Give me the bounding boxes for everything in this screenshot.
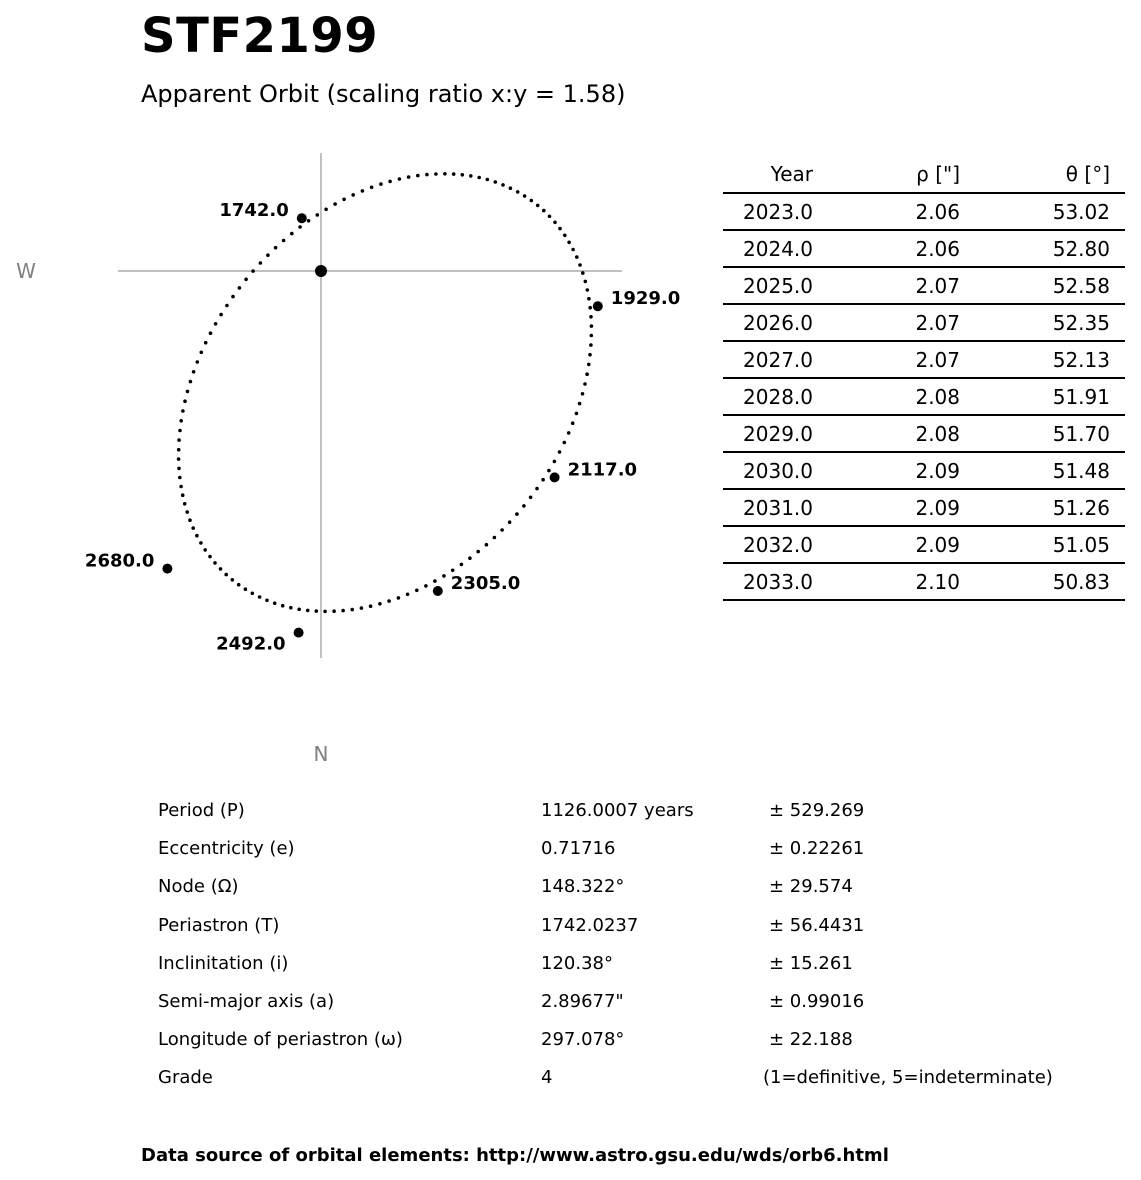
orbit-dot — [369, 604, 373, 608]
orbit-dot — [224, 573, 228, 577]
list-item — [158, 832, 1118, 870]
orbit-dot — [177, 467, 181, 471]
element-value: 2.89677" — [541, 990, 624, 1012]
element-value: 4 — [541, 1067, 553, 1089]
orbit-dot — [204, 341, 208, 345]
list-item — [158, 909, 1118, 947]
orbit-dot — [266, 253, 270, 257]
orbit-dot — [468, 556, 472, 560]
rho-cell: 2.06 — [813, 193, 960, 230]
orbit-dot — [509, 186, 513, 190]
list-item — [158, 794, 1118, 832]
orbit-dot — [415, 589, 419, 593]
element-value: 148.322° — [541, 876, 625, 898]
orbit-dot — [200, 351, 204, 355]
orbit-dot — [587, 297, 591, 301]
element-name: Node (Ω) — [158, 876, 239, 898]
list-item — [158, 870, 1118, 908]
table-row — [723, 267, 1125, 304]
year-cell: 2031.0 — [723, 489, 813, 526]
orbit-dot — [179, 419, 183, 423]
ephemeris-header-row — [723, 155, 1125, 193]
primary-star-marker — [315, 265, 327, 277]
element-value: 1126.0007 years — [541, 800, 694, 821]
element-name: Longitude of periastron (ω) — [158, 1029, 403, 1051]
orbit-dot — [315, 609, 319, 613]
orbit-dot — [273, 601, 277, 605]
orbit-dot — [209, 331, 213, 335]
orbit-dot — [553, 221, 557, 225]
table-row — [723, 193, 1125, 230]
orbit-dot — [584, 280, 588, 284]
list-item — [158, 1061, 1118, 1099]
orbital-elements-list — [158, 794, 1118, 1100]
element-name: Eccentricity (e) — [158, 838, 295, 860]
orbit-dot — [203, 548, 207, 552]
orbit-dot — [351, 193, 355, 197]
orbit-dot — [333, 202, 337, 206]
orbit-dot — [177, 438, 181, 442]
orbit-dot — [486, 178, 490, 182]
page-title: STF2199 — [141, 8, 379, 64]
orbit-dot — [297, 608, 301, 612]
list-item — [158, 985, 1118, 1023]
element-error: ± 56.4431 — [769, 914, 865, 936]
orbit-chart — [0, 140, 700, 780]
orbit-dot — [493, 536, 497, 540]
orbit-dot — [379, 182, 383, 186]
orbit-dot — [563, 234, 567, 238]
theta-cell: 51.48 — [960, 452, 1125, 489]
theta-cell: 51.05 — [960, 526, 1125, 563]
theta-cell: 51.26 — [960, 489, 1125, 526]
orbit-dot — [196, 360, 200, 364]
element-name: Periastron (T) — [158, 914, 280, 936]
orbit-dot — [575, 255, 579, 259]
orbit-dot — [189, 380, 193, 384]
orbit-dot — [177, 457, 181, 461]
orbit-dot — [258, 595, 262, 599]
orbit-dot — [341, 609, 345, 613]
orbit-dot — [558, 227, 562, 231]
theta-cell: 53.02 — [960, 193, 1125, 230]
data-source-note: Data source of orbital elements: http://www.astro.gsu.edu/wds/orb6.html — [141, 1145, 889, 1166]
orbit-dot — [581, 392, 585, 396]
table-row — [723, 415, 1125, 452]
orbit-dot — [589, 315, 593, 319]
orbit-dot — [192, 370, 196, 374]
orbit-dot — [425, 173, 429, 177]
table-row — [723, 378, 1125, 415]
orbit-dot — [563, 441, 567, 445]
rho-cell: 2.07 — [813, 267, 960, 304]
orbit-dot — [515, 512, 519, 516]
table-row — [723, 341, 1125, 378]
orbit-dot — [199, 541, 203, 545]
list-item — [158, 947, 1118, 985]
orbit-dot — [195, 534, 199, 538]
column-header-theta: θ [°] — [960, 155, 1125, 193]
orbit-dot — [324, 208, 328, 212]
orbit-dot — [259, 261, 263, 265]
orbit-dot — [461, 173, 465, 177]
orbit-dot — [191, 526, 195, 530]
table-row — [723, 304, 1125, 341]
element-value: 297.078° — [541, 1029, 625, 1051]
epoch-label: 1929.0 — [610, 288, 681, 310]
orbit-dot — [388, 180, 392, 184]
orbit-dot — [548, 215, 552, 219]
orbit-dot — [589, 343, 593, 347]
element-error: ± 0.99016 — [769, 990, 865, 1012]
orbit-dot — [214, 322, 218, 326]
orbit-dot — [219, 313, 223, 317]
orbit-dot — [183, 399, 187, 403]
orbit-dot — [586, 288, 590, 292]
orbit-dot — [178, 429, 182, 433]
orbit-dot — [213, 561, 217, 565]
epoch-label: 2492.0 — [216, 633, 286, 655]
rho-cell: 2.10 — [813, 563, 960, 600]
orbit-dot — [398, 177, 402, 181]
orbit-dot — [541, 478, 545, 482]
year-cell: 2030.0 — [723, 452, 813, 489]
orbit-dot — [361, 189, 365, 193]
element-value: 1742.0237 — [541, 914, 639, 936]
element-name: Grade — [158, 1067, 213, 1089]
year-cell: 2025.0 — [723, 267, 813, 304]
epoch-point — [297, 213, 307, 223]
orbit-dot — [501, 183, 505, 187]
epoch-label: 2680.0 — [84, 550, 155, 572]
orbit-dot — [583, 382, 587, 386]
element-error: ± 29.574 — [769, 876, 853, 898]
orbit-dot — [179, 485, 183, 489]
orbit-dot — [185, 510, 189, 514]
year-cell: 2033.0 — [723, 563, 813, 600]
orbit-dot — [281, 604, 285, 608]
orbit-dot — [590, 334, 594, 338]
orbit-dot — [508, 520, 512, 524]
orbit-dot — [530, 199, 534, 203]
orbit-dot — [535, 487, 539, 491]
epoch-point — [294, 628, 304, 638]
rho-cell: 2.09 — [813, 489, 960, 526]
orbit-dot — [494, 180, 498, 184]
orbit-dot — [282, 239, 286, 243]
orbit-dot — [588, 353, 592, 357]
column-header-year: Year — [723, 155, 813, 193]
orbit-dot — [306, 609, 310, 613]
orbit-dot — [186, 390, 190, 394]
epoch-label: 2305.0 — [450, 573, 521, 594]
orbit-dot — [485, 543, 489, 547]
orbit-dot — [244, 278, 248, 282]
orbit-dot — [323, 610, 327, 614]
orbit-dot — [578, 402, 582, 406]
orbit-dot — [567, 241, 571, 245]
orbit-dot — [588, 306, 592, 310]
orbit-dot — [571, 248, 575, 252]
year-cell: 2028.0 — [723, 378, 813, 415]
orbit-dot — [316, 213, 320, 217]
rho-cell: 2.09 — [813, 526, 960, 563]
orbit-dot — [244, 587, 248, 591]
orbit-dot — [332, 609, 336, 613]
orbit-dot — [542, 209, 546, 213]
year-cell: 2024.0 — [723, 230, 813, 267]
orbit-dot — [350, 608, 354, 612]
orbit-dot — [477, 176, 481, 180]
ephemeris-body — [723, 193, 1125, 600]
orbit-dot — [523, 194, 527, 198]
orbit-dot — [238, 286, 242, 290]
orbit-dot — [587, 363, 591, 367]
orbit-dot — [581, 271, 585, 275]
orbit-dot — [298, 225, 302, 229]
element-error: ± 22.188 — [769, 1029, 853, 1051]
column-header-rho: ρ ["] — [813, 155, 960, 193]
orbit-dot — [575, 412, 579, 416]
ephemeris-table — [723, 155, 1125, 601]
rho-cell: 2.07 — [813, 341, 960, 378]
orbit-dot — [567, 431, 571, 435]
orbit-dot — [571, 421, 575, 425]
rho-cell: 2.08 — [813, 415, 960, 452]
orbit-dot — [590, 324, 594, 328]
element-error: ± 15.261 — [769, 952, 853, 974]
orbit-dot — [231, 295, 235, 299]
rho-cell: 2.07 — [813, 304, 960, 341]
orbit-dot — [183, 502, 187, 506]
epoch-label: 1742.0 — [219, 200, 289, 222]
orbit-dot — [451, 569, 455, 573]
orbit-dot — [289, 606, 293, 610]
orbit-dot — [442, 574, 446, 578]
element-value: 120.38° — [541, 952, 613, 974]
orbit-dot — [237, 583, 241, 587]
orbit-dot — [378, 602, 382, 606]
orbit-dot — [460, 563, 464, 567]
orbit-dot — [219, 567, 223, 571]
theta-cell: 52.80 — [960, 230, 1125, 267]
theta-cell: 52.58 — [960, 267, 1125, 304]
orbit-dot — [251, 592, 255, 596]
rho-cell: 2.08 — [813, 378, 960, 415]
orbit-dot — [434, 172, 438, 176]
element-error: ± 0.22261 — [769, 838, 865, 860]
rho-cell: 2.09 — [813, 452, 960, 489]
orbit-dot — [585, 372, 589, 376]
orbit-dot — [387, 599, 391, 603]
year-cell: 2029.0 — [723, 415, 813, 452]
orbit-dot — [274, 246, 278, 250]
orbit-dot — [181, 493, 185, 497]
orbit-dot — [424, 584, 428, 588]
orbit-dot — [178, 476, 182, 480]
orbit-dot — [265, 599, 269, 603]
year-cell: 2032.0 — [723, 526, 813, 563]
theta-cell: 50.83 — [960, 563, 1125, 600]
table-row — [723, 230, 1125, 267]
orbit-dot — [370, 186, 374, 190]
orbit-dot — [416, 174, 420, 178]
orbit-dot — [547, 469, 551, 473]
orbit-dot — [251, 269, 255, 273]
orbit-dot — [181, 409, 185, 413]
element-error: ± 529.269 — [769, 800, 865, 821]
orbit-dot — [578, 263, 582, 267]
orbit-dot — [407, 175, 411, 179]
orbit-dot — [476, 550, 480, 554]
orbit-dot — [342, 198, 346, 202]
table-row — [723, 452, 1125, 489]
orbit-dot — [536, 204, 540, 208]
theta-cell: 52.35 — [960, 304, 1125, 341]
epoch-markers — [85, 200, 680, 654]
epoch-point — [593, 301, 603, 311]
list-item — [158, 1023, 1118, 1061]
theta-cell: 51.70 — [960, 415, 1125, 452]
orbit-dot — [522, 504, 526, 508]
orbit-dot — [529, 496, 533, 500]
orbit-dot — [231, 578, 235, 582]
table-row — [723, 526, 1125, 563]
year-cell: 2027.0 — [723, 341, 813, 378]
orbit-dot — [290, 232, 294, 236]
year-cell: 2026.0 — [723, 304, 813, 341]
element-name: Semi-major axis (a) — [158, 990, 335, 1012]
epoch-point — [162, 564, 172, 574]
orbit-dot — [225, 304, 229, 308]
orbit-dot — [553, 460, 557, 464]
element-note: (1=definitive, 5=indeterminate) — [763, 1067, 1053, 1089]
element-value: 0.71716 — [541, 838, 616, 860]
orbit-dot — [177, 448, 181, 452]
orbit-dot — [397, 596, 401, 600]
orbit-dot — [469, 174, 473, 178]
orbit-dot — [452, 172, 456, 176]
orbit-dot — [307, 219, 311, 223]
epoch-label: 2117.0 — [567, 459, 638, 481]
orbit-dot — [500, 528, 504, 532]
epoch-point — [433, 586, 443, 596]
orbit-dot — [516, 190, 520, 194]
orbit-dot — [558, 450, 562, 454]
year-cell: 2023.0 — [723, 193, 813, 230]
theta-cell: 52.13 — [960, 341, 1125, 378]
epoch-point — [550, 472, 560, 482]
orbit-dot — [208, 555, 212, 559]
orbit-dot — [433, 579, 437, 583]
theta-cell: 51.91 — [960, 378, 1125, 415]
orbit-path — [177, 172, 593, 613]
orbit-dot — [360, 606, 364, 610]
orbit-dot — [188, 518, 192, 522]
orbit-dot — [443, 172, 447, 176]
compass-north-label: N — [313, 742, 329, 766]
table-row — [723, 489, 1125, 526]
element-name: Period (P) — [158, 800, 245, 821]
element-name: Inclinitation (i) — [158, 952, 289, 974]
chart-subtitle: Apparent Orbit (scaling ratio x:y = 1.58) — [141, 80, 626, 108]
compass-west-label: W — [16, 259, 36, 283]
orbit-dot — [406, 593, 410, 597]
table-row — [723, 563, 1125, 600]
rho-cell: 2.06 — [813, 230, 960, 267]
